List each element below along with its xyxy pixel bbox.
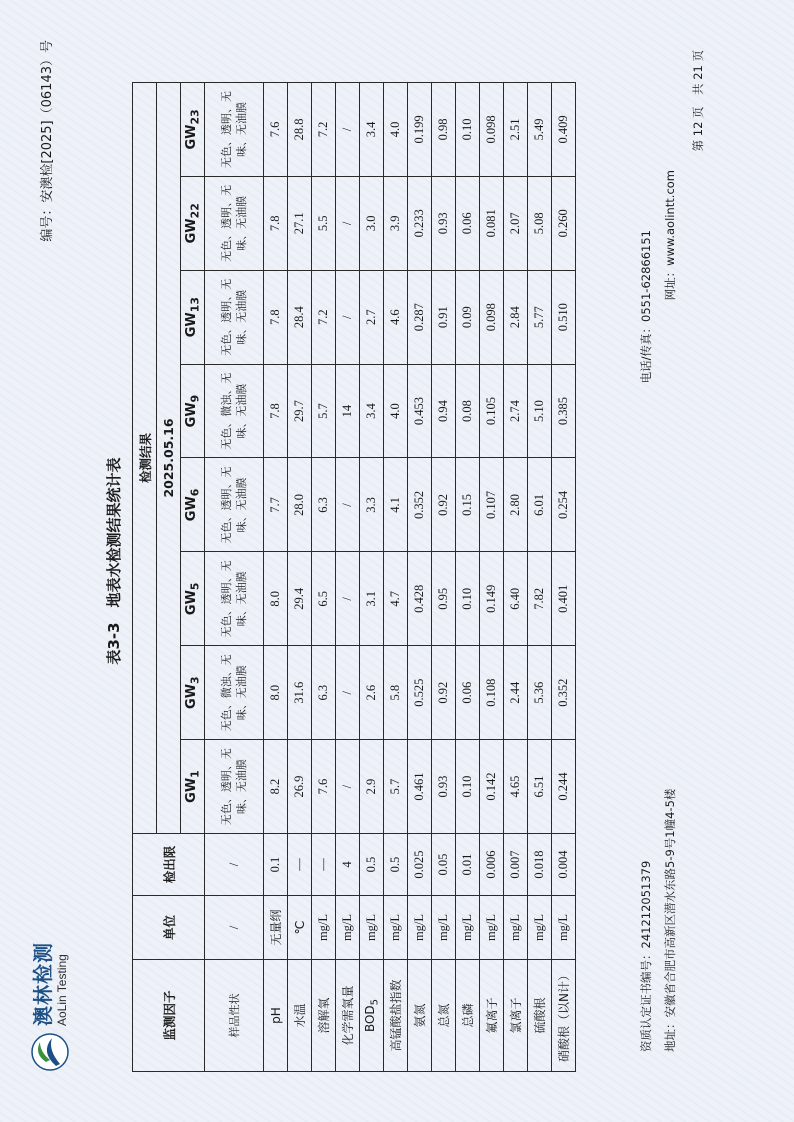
value-cell: 7.2 — [312, 83, 336, 177]
table-row — [480, 83, 504, 1072]
table-row — [205, 83, 264, 1072]
value-cell: 0.149 — [480, 552, 504, 646]
unit-cell: mg/L — [480, 896, 504, 960]
unit-cell: / — [205, 896, 264, 960]
factor-cell: 硝酸根（以N计） — [552, 960, 576, 1072]
value-cell: 3.9 — [384, 176, 408, 270]
value-cell: / — [336, 83, 360, 177]
value-cell: 0.06 — [456, 646, 480, 740]
limit-cell: 0.007 — [504, 834, 528, 896]
value-cell: 7.2 — [312, 270, 336, 364]
value-cell: 6.01 — [528, 458, 552, 552]
value-cell: 0.91 — [432, 270, 456, 364]
value-cell: 0.199 — [408, 83, 432, 177]
value-cell: 0.525 — [408, 646, 432, 740]
value-cell: 3.4 — [360, 364, 384, 458]
unit-cell: mg/L — [408, 896, 432, 960]
table-row — [360, 83, 384, 1072]
unit-cell: 无量纲 — [264, 896, 288, 960]
table-row — [336, 83, 360, 1072]
value-cell: 3.3 — [360, 458, 384, 552]
value-cell: 7.7 — [264, 458, 288, 552]
value-cell: 7.8 — [264, 364, 288, 458]
value-cell: 7.6 — [312, 740, 336, 834]
value-cell: 4.0 — [384, 364, 408, 458]
value-cell: 8.2 — [264, 740, 288, 834]
station-header: $GW_3$ — [181, 646, 205, 740]
value-cell: 0.453 — [408, 364, 432, 458]
table-row — [432, 83, 456, 1072]
value-cell: 6.5 — [312, 552, 336, 646]
factor-cell: 样品性状 — [205, 960, 264, 1072]
unit-cell: mg/L — [312, 896, 336, 960]
table-body — [205, 83, 576, 1072]
value-cell: 0.93 — [432, 740, 456, 834]
limit-cell: — — [312, 834, 336, 896]
value-cell: / — [336, 740, 360, 834]
value-cell: 0.352 — [552, 646, 576, 740]
value-cell: 5.49 — [528, 83, 552, 177]
value-cell: 2.44 — [504, 646, 528, 740]
value-cell: 5.77 — [528, 270, 552, 364]
table-row — [552, 83, 576, 1072]
value-cell: 6.51 — [528, 740, 552, 834]
station-header: $GW_1$ — [181, 740, 205, 834]
logo-chinese-name: 澳林检测 — [30, 942, 55, 1026]
value-cell: 26.9 — [288, 740, 312, 834]
value-cell: 0.15 — [456, 458, 480, 552]
value-cell: 0.94 — [432, 364, 456, 458]
value-cell: 5.7 — [384, 740, 408, 834]
company-logo — [30, 942, 70, 1072]
value-cell: 4.1 — [384, 458, 408, 552]
value-cell: 0.108 — [480, 646, 504, 740]
value-cell: 29.7 — [288, 364, 312, 458]
value-cell: 4.65 — [504, 740, 528, 834]
limit-cell: 0.1 — [264, 834, 288, 896]
value-cell: 0.244 — [552, 740, 576, 834]
value-cell: 无色、透明、无味、无油膜 — [205, 270, 264, 364]
table-row — [288, 83, 312, 1072]
value-cell: 无色、透明、无味、无油膜 — [205, 740, 264, 834]
value-cell: 0.107 — [480, 458, 504, 552]
factor-cell: 总磷 — [456, 960, 480, 1072]
value-cell: 3.4 — [360, 83, 384, 177]
unit-cell: mg/L — [432, 896, 456, 960]
value-cell: 2.6 — [360, 646, 384, 740]
value-cell: 2.51 — [504, 83, 528, 177]
value-cell: 6.3 — [312, 646, 336, 740]
value-cell: 0.260 — [552, 176, 576, 270]
table-row — [384, 83, 408, 1072]
value-cell: 5.5 — [312, 176, 336, 270]
limit-cell: 0.025 — [408, 834, 432, 896]
value-cell: 0.409 — [552, 83, 576, 177]
factor-cell: 溶解氧 — [312, 960, 336, 1072]
sampling-date: 2025.05.16 — [157, 83, 181, 834]
website: 网址：www.aolintt.com — [663, 170, 677, 301]
unit-cell: mg/L — [360, 896, 384, 960]
value-cell: 0.08 — [456, 364, 480, 458]
value-cell: 0.385 — [552, 364, 576, 458]
unit-cell: ℃ — [288, 896, 312, 960]
value-cell: 无色、微浊、无味、无油膜 — [205, 364, 264, 458]
value-cell: 0.510 — [552, 270, 576, 364]
logo-english-name: AoLin Testing — [54, 954, 69, 1026]
value-cell: / — [336, 552, 360, 646]
value-cell: 4.0 — [384, 83, 408, 177]
value-cell: 28.0 — [288, 458, 312, 552]
value-cell: 4.6 — [384, 270, 408, 364]
limit-cell: 4 — [336, 834, 360, 896]
value-cell: 7.82 — [528, 552, 552, 646]
factor-cell: 化学需氧量 — [336, 960, 360, 1072]
report-number: 编号：安澳检[2025]（06143）号 — [40, 40, 55, 242]
table-row — [504, 83, 528, 1072]
unit-cell: mg/L — [528, 896, 552, 960]
factor-cell: 硫酸根 — [528, 960, 552, 1072]
value-cell: 3.0 — [360, 176, 384, 270]
limit-cell: 0.05 — [432, 834, 456, 896]
factor-cell: pH — [264, 960, 288, 1072]
value-cell: 2.84 — [504, 270, 528, 364]
value-cell: 0.105 — [480, 364, 504, 458]
value-cell: 0.10 — [456, 552, 480, 646]
limit-cell: — — [288, 834, 312, 896]
factor-cell: 高锰酸盐指数 — [384, 960, 408, 1072]
limit-cell: 0.018 — [528, 834, 552, 896]
header-results: 检测结果 — [133, 83, 157, 834]
value-cell: / — [336, 176, 360, 270]
limit-cell: / — [205, 834, 264, 896]
value-cell: 4.7 — [384, 552, 408, 646]
value-cell: 0.92 — [432, 458, 456, 552]
value-cell: 2.80 — [504, 458, 528, 552]
value-cell: 无色、透明、无味、无油膜 — [205, 458, 264, 552]
value-cell: 2.7 — [360, 270, 384, 364]
value-cell: 7.8 — [264, 176, 288, 270]
factor-cell: 总氮 — [432, 960, 456, 1072]
table-row — [264, 83, 288, 1072]
value-cell: 5.36 — [528, 646, 552, 740]
value-cell: 0.10 — [456, 740, 480, 834]
value-cell: 0.98 — [432, 83, 456, 177]
value-cell: 0.428 — [408, 552, 432, 646]
value-cell: 0.461 — [408, 740, 432, 834]
factor-cell: 水温 — [288, 960, 312, 1072]
station-header: $GW_6$ — [181, 458, 205, 552]
value-cell: 0.233 — [408, 176, 432, 270]
limit-cell: 0.5 — [360, 834, 384, 896]
value-cell: 6.3 — [312, 458, 336, 552]
value-cell: 无色、透明、无味、无油膜 — [205, 176, 264, 270]
value-cell: 2.07 — [504, 176, 528, 270]
factor-cell: 氨氮 — [408, 960, 432, 1072]
value-cell: 7.8 — [264, 270, 288, 364]
unit-cell: mg/L — [336, 896, 360, 960]
value-cell: 0.95 — [432, 552, 456, 646]
value-cell: 7.6 — [264, 83, 288, 177]
value-cell: 28.8 — [288, 83, 312, 177]
header-unit: 单位 — [133, 896, 205, 960]
results-table — [132, 82, 576, 1072]
value-cell: 5.10 — [528, 364, 552, 458]
value-cell: 8.0 — [264, 646, 288, 740]
value-cell: 29.4 — [288, 552, 312, 646]
factor-cell: $BOD_5$ — [360, 960, 384, 1072]
value-cell: 无色、微浊、无味、无油膜 — [205, 646, 264, 740]
value-cell: 0.09 — [456, 270, 480, 364]
table-row — [312, 83, 336, 1072]
value-cell: 2.74 — [504, 364, 528, 458]
header-limit: 检出限 — [133, 834, 205, 896]
phone-fax: 电话/传真：0551-62866151 — [639, 230, 653, 384]
logo-mark-icon — [30, 1032, 70, 1072]
value-cell: / — [336, 270, 360, 364]
value-cell: 0.06 — [456, 176, 480, 270]
value-cell: 27.1 — [288, 176, 312, 270]
value-cell: / — [336, 646, 360, 740]
unit-cell: mg/L — [504, 896, 528, 960]
station-header: $GW_{13}$ — [181, 270, 205, 364]
limit-cell: 0.5 — [384, 834, 408, 896]
certificate-number: 资质认定证书编号：241212051379 — [639, 860, 653, 1052]
factor-cell: 氯离子 — [504, 960, 528, 1072]
value-cell: 0.098 — [480, 270, 504, 364]
value-cell: 0.401 — [552, 552, 576, 646]
value-cell: 无色、透明、无味、无油膜 — [205, 83, 264, 177]
factor-cell: 氟离子 — [480, 960, 504, 1072]
value-cell: 0.92 — [432, 646, 456, 740]
unit-cell: mg/L — [384, 896, 408, 960]
station-header: $GW_{23}$ — [181, 83, 205, 177]
limit-cell: 0.004 — [552, 834, 576, 896]
value-cell: 0.287 — [408, 270, 432, 364]
value-cell: 0.10 — [456, 83, 480, 177]
station-header: $GW_9$ — [181, 364, 205, 458]
unit-cell: mg/L — [456, 896, 480, 960]
company-address: 地址：安徽省合肥市高新区潜水东路5-9号1幢4-5楼 — [663, 788, 677, 1052]
value-cell: 28.4 — [288, 270, 312, 364]
table-title: 表3-3 地表水检测结果统计表 — [105, 457, 123, 665]
value-cell: 0.098 — [480, 83, 504, 177]
station-header: $GW_{22}$ — [181, 176, 205, 270]
value-cell: 14 — [336, 364, 360, 458]
value-cell: 31.6 — [288, 646, 312, 740]
value-cell: 0.142 — [480, 740, 504, 834]
limit-cell: 0.006 — [480, 834, 504, 896]
header-factor: 监测因子 — [133, 960, 205, 1072]
station-header: $GW_5$ — [181, 552, 205, 646]
value-cell: 0.254 — [552, 458, 576, 552]
unit-cell: mg/L — [552, 896, 576, 960]
value-cell: / — [336, 458, 360, 552]
limit-cell: 0.01 — [456, 834, 480, 896]
value-cell: 6.40 — [504, 552, 528, 646]
value-cell: 5.8 — [384, 646, 408, 740]
value-cell: 0.352 — [408, 458, 432, 552]
value-cell: 2.9 — [360, 740, 384, 834]
value-cell: 0.081 — [480, 176, 504, 270]
table-row — [456, 83, 480, 1072]
value-cell: 0.93 — [432, 176, 456, 270]
table-row — [528, 83, 552, 1072]
page-number: 第 12 页 共 21 页 — [691, 50, 705, 152]
table-row — [408, 83, 432, 1072]
value-cell: 8.0 — [264, 552, 288, 646]
value-cell: 5.08 — [528, 176, 552, 270]
value-cell: 无色、透明、无味、无油膜 — [205, 552, 264, 646]
value-cell: 5.7 — [312, 364, 336, 458]
value-cell: 3.1 — [360, 552, 384, 646]
